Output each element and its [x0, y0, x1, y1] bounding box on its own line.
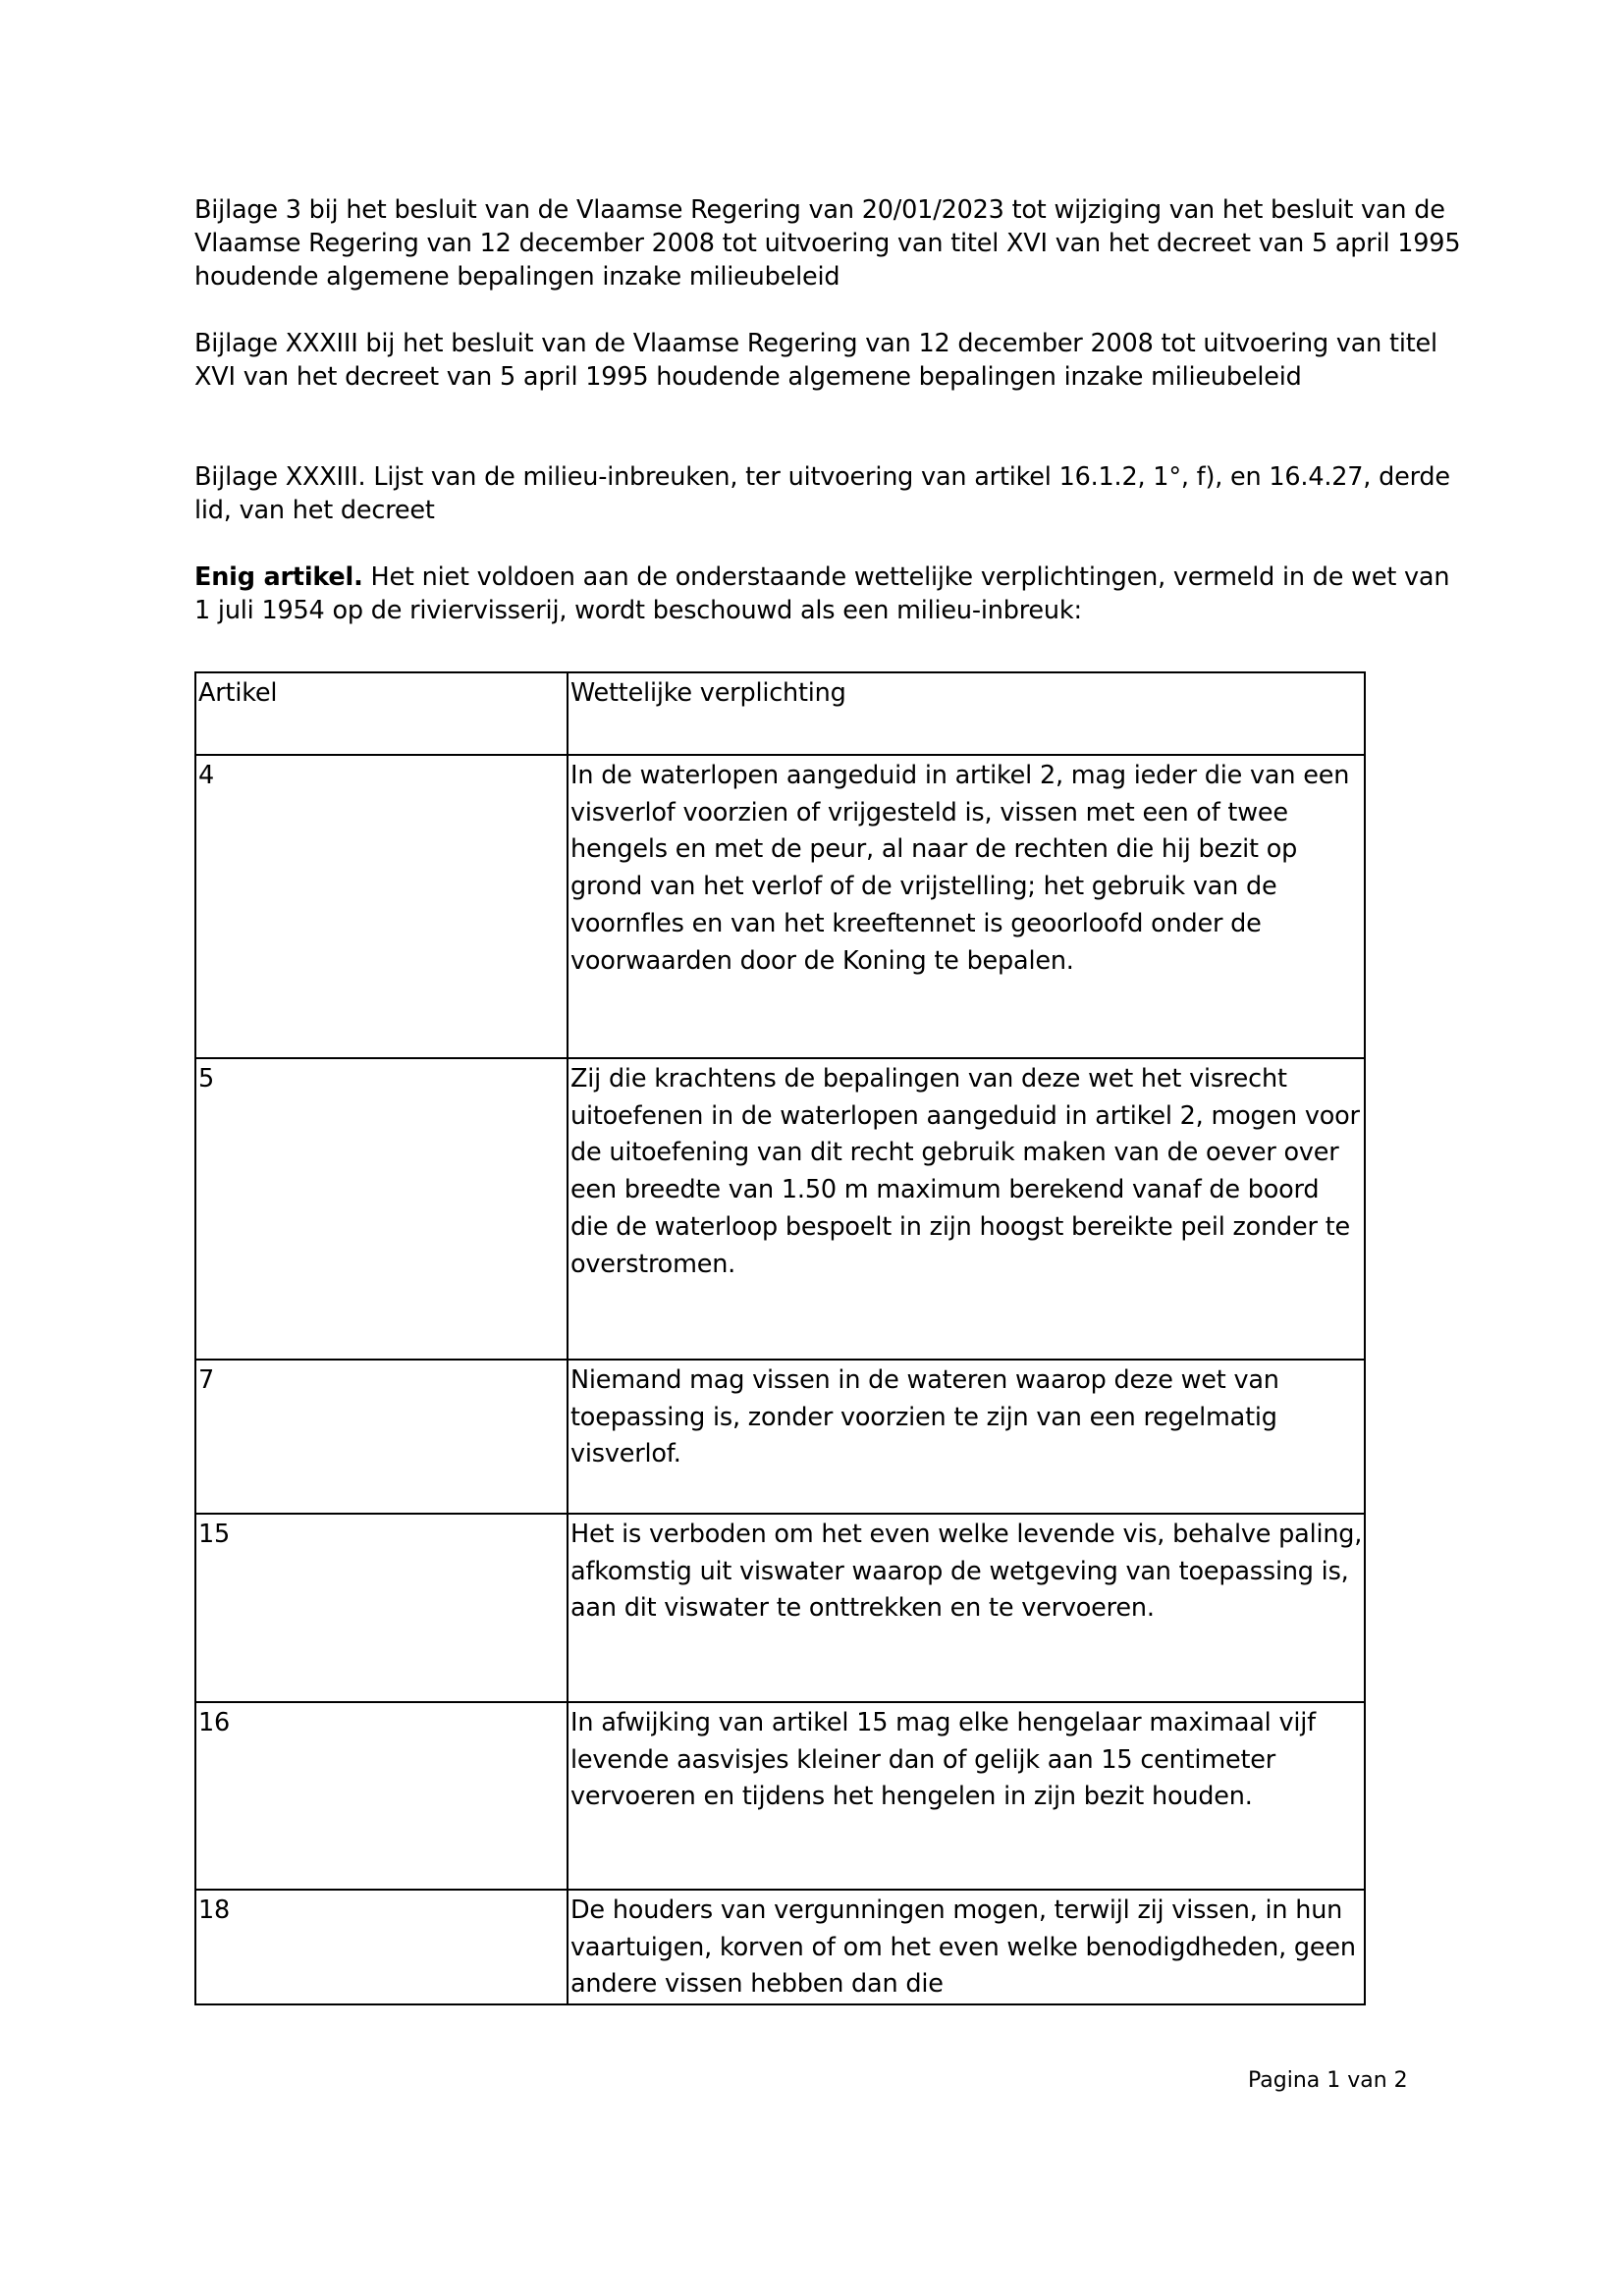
cell-verplichting: In de waterlopen aangeduid in artikel 2, mag ieder die van een visverlof voorzien of vrijgesteld is, vissen met een of twee hengels en met de peur, al naar de rechten die hij bezit op grond van het verlof of de vrijstelling; het gebruik van de voornfles en van het kreeftennet is geoorloofd onder de voorwaarden door de Koning te bepalen.	[568, 755, 1365, 1058]
table-row	[195, 1702, 1365, 1890]
cell-verplichting: Zij die krachtens de bepalingen van deze wet het visrecht uitoefenen in de waterlopen aangeduid in artikel 2, mogen voor de uitoefening van dit recht gebruik maken van de oever over een breedte van 1.50 m maximum berekend vanaf de boord die de waterloop bespoelt in zijn hoogst bereikte peil zonder te overstromen.	[568, 1058, 1365, 1360]
cell-verplichting: Het is verboden om het even welke levende vis, behalve paling, afkomstig uit viswater waarop de wetgeving van toepassing is, aan dit viswater te onttrekken en te vervoeren.	[568, 1514, 1365, 1702]
intro-paragraph-list-title: Bijlage XXXIII. Lijst van de milieu-inbreuken, ter uitvoering van artikel 16.1.2, 1°, f), en 16.4.27, derde lid, van het decreet	[194, 462, 1450, 525]
enig-artikel-label: Enig artikel.	[194, 562, 363, 592]
header-verplichting: Wettelijke verplichting	[568, 672, 1365, 755]
cell-verplichting: De houders van vergunningen mogen, terwijl zij vissen, in hun vaartuigen, korven of om het even welke benodigdheden, geen andere vissen hebben dan die	[568, 1890, 1365, 2004]
intro-paragraph-bijlage-xxxiii: Bijlage XXXIII bij het besluit van de Vlaamse Regering van 12 december 2008 tot uitvoering van titel XVI van het decreet van 5 april 1995 houdende algemene bepalingen inzake milieubeleid	[194, 329, 1437, 392]
enig-artikel-text: Het niet voldoen aan de onderstaande wettelijke verplichtingen, vermeld in de wet van 1 juli 1954 op de riviervisserij, wordt beschouwd als een milieu-inbreuk:	[194, 562, 1450, 625]
cell-artikel: 15	[195, 1514, 568, 1702]
cell-artikel: 4	[195, 755, 568, 1058]
intro-paragraph-bijlage-3: Bijlage 3 bij het besluit van de Vlaamse Regering van 20/01/2023 tot wijziging van het besluit van de Vlaamse Regering van 12 december 2008 tot uitvoering van titel XVI van het decreet van 5 april 1995 houdende algemene bepalingen inzake milieubeleid	[194, 195, 1461, 292]
cell-artikel: 7	[195, 1360, 568, 1514]
table-row	[195, 1058, 1365, 1360]
cell-verplichting: In afwijking van artikel 15 mag elke hengelaar maximaal vijf levende aasvisjes kleiner dan of gelijk aan 15 centimeter vervoeren en tijdens het hengelen in zijn bezit houden.	[568, 1702, 1365, 1890]
enig-artikel-paragraph	[194, 561, 1461, 627]
table-row	[195, 1514, 1365, 1702]
obligations-table	[194, 671, 1366, 2005]
cell-artikel: 18	[195, 1890, 568, 2004]
cell-artikel: 5	[195, 1058, 568, 1360]
header-artikel: Artikel	[195, 672, 568, 755]
table-row	[195, 1890, 1365, 2004]
table-row	[195, 1360, 1365, 1514]
cell-verplichting: Niemand mag vissen in de wateren waarop deze wet van toepassing is, zonder voorzien te zijn van een regelmatig visverlof.	[568, 1360, 1365, 1514]
table-header-row	[195, 672, 1365, 755]
page-number-footer: Pagina 1 van 2	[1248, 2068, 1408, 2093]
cell-artikel: 16	[195, 1702, 568, 1890]
table-row	[195, 755, 1365, 1058]
